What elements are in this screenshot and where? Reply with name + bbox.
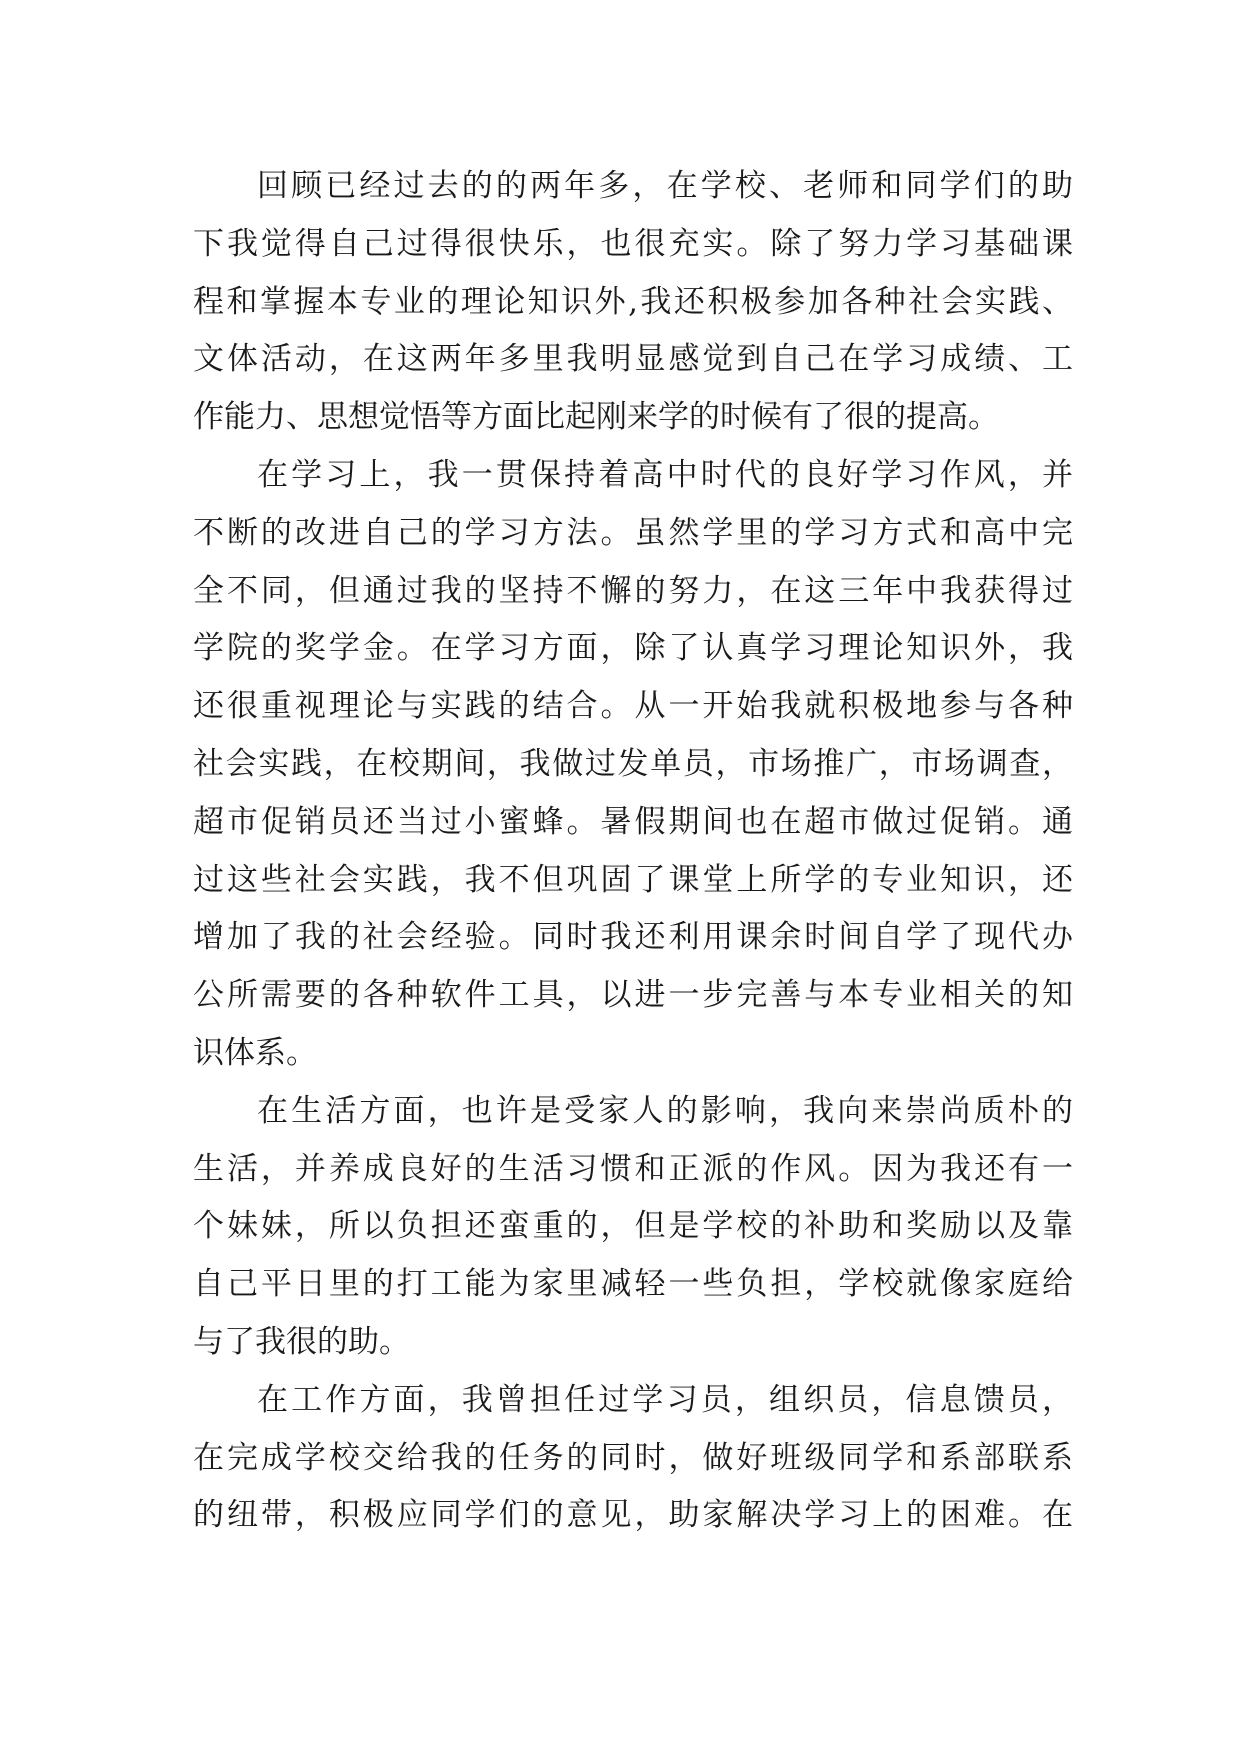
text-line: 与了我很的助。 xyxy=(193,1323,410,1360)
text-line: 还很重视理论与实践的结合。从一开始我就积极地参与各种 xyxy=(193,688,1073,725)
text-line: 增加了我的社会经验。同时我还利用课余时间自学了现代办 xyxy=(193,919,1073,956)
text-line: 学院的奖学金。在学习方面，除了认真学习理论知识外，我 xyxy=(193,630,1073,667)
text-line: 在工作方面，我曾担任过学习员，组织员，信息馈员， xyxy=(257,1381,1073,1418)
text-line: 回顾已经过去的的两年多，在学校、老师和同学们的助 xyxy=(257,168,1073,204)
paragraph-review xyxy=(193,158,1073,447)
text-line: 个妹妹，所以负担还蛮重的，但是学校的补助和奖励以及靠 xyxy=(193,1208,1073,1245)
text-line: 在完成学校交给我的任务的同时，做好班级同学和系部联系 xyxy=(193,1439,1073,1476)
text-line: 在学习上，我一贯保持着高中时代的良好学习作风，并 xyxy=(257,456,1073,493)
text-line: 全不同，但通过我的坚持不懈的努力，在这三年中我获得过 xyxy=(193,572,1073,609)
text-line: 不断的改进自己的学习方法。虽然学里的学习方式和高中完 xyxy=(193,514,1073,551)
body-text xyxy=(193,158,1073,1545)
text-line: 的纽带，积极应同学们的意见，助家解决学习上的困难。在 xyxy=(193,1497,1073,1534)
paragraph-life xyxy=(193,1083,1073,1372)
text-line: 在生活方面，也许是受家人的影响，我向来崇尚质朴的 xyxy=(257,1092,1073,1129)
paragraph-work xyxy=(193,1372,1073,1545)
text-line: 文体活动，在这两年多里我明显感觉到自己在学习成绩、工 xyxy=(193,341,1073,378)
text-line: 自己平日里的打工能为家里减轻一些负担，学校就像家庭给 xyxy=(193,1266,1073,1303)
text-line: 社会实践，在校期间，我做过发单员，市场推广，市场调查， xyxy=(193,745,1073,782)
text-line: 超市促销员还当过小蜜蜂。暑假期间也在超市做过促销。通 xyxy=(193,803,1073,840)
text-line: 识体系。 xyxy=(193,1034,317,1071)
text-line: 生活，并养成良好的生活习惯和正派的作风。因为我还有一 xyxy=(193,1150,1073,1187)
text-line: 公所需要的各种软件工具，以进一步完善与本专业相关的知 xyxy=(193,977,1073,1014)
text-line: 过这些社会实践，我不但巩固了课堂上所学的专业知识，还 xyxy=(193,861,1073,898)
text-line: 下我觉得自己过得很快乐，也很充实。除了努力学习基础课 xyxy=(193,225,1073,262)
paragraph-study xyxy=(193,447,1073,1083)
text-line: 程和掌握本专业的理论知识外,我还积极参加各种社会实践、 xyxy=(193,283,1073,320)
text-line: 作能力、思想觉悟等方面比起刚来学的时候有了很的提高。 xyxy=(193,399,999,436)
